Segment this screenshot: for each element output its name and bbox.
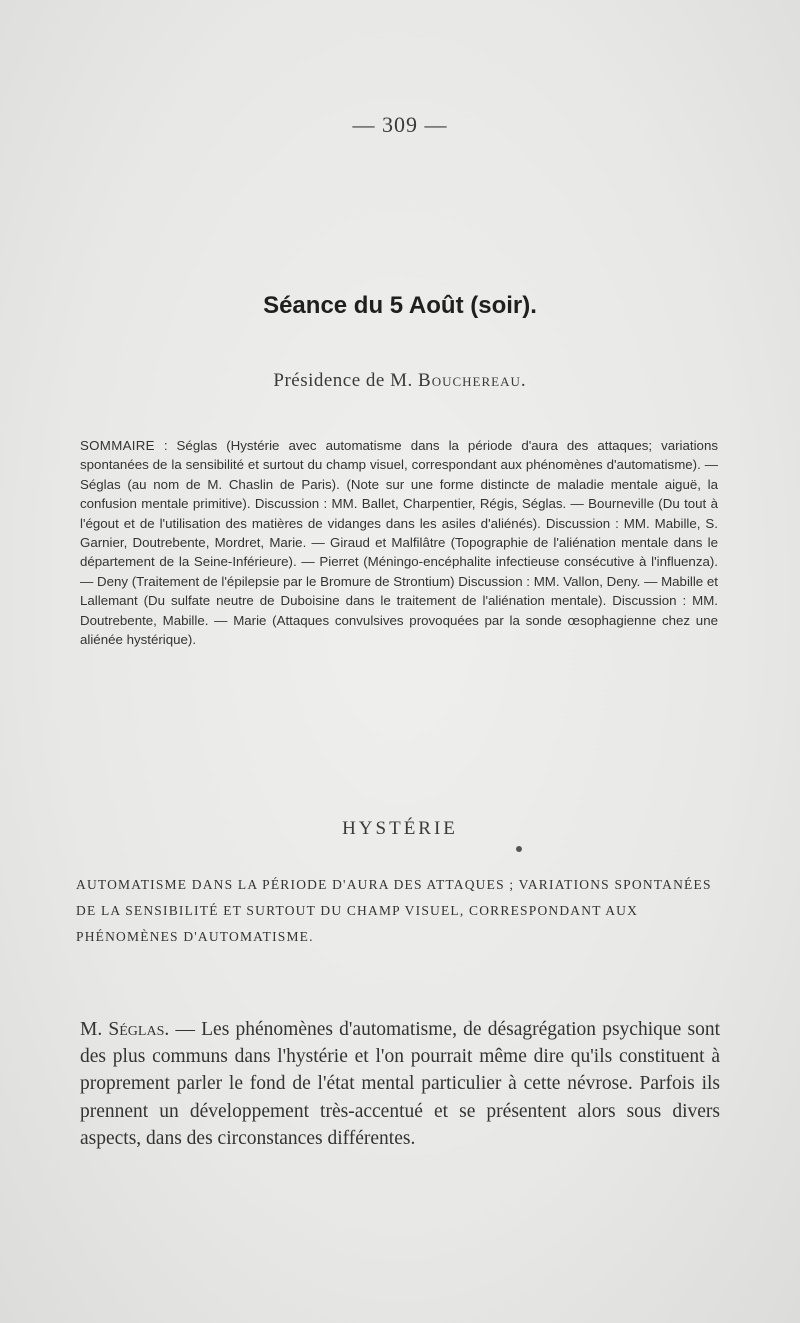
page-number: — 309 —: [352, 112, 448, 137]
summary-lead: SOMMAIRE: [80, 438, 155, 453]
section-heading: HYSTÉRIE: [342, 818, 458, 839]
presidency-line: [0, 370, 800, 392]
section-subtitle: AUTOMATISME DANS LA PÉRIODE D'AURA DES ATTAQUES ; VARIATIONS SPONTANÉES DE LA SENSIBILITÉ ET SURTOUT DU CHAMP VISUEL, CORRESPONDANT AUX PHÉNOMÈNES D'AUTOMATISME.: [76, 877, 712, 944]
ornament-dot-icon: [516, 846, 522, 852]
presidency-prefix: Présidence de M.: [273, 370, 419, 391]
body-paragraph: [80, 1016, 720, 1152]
summary-text: : Séglas (Hystérie avec automatisme dans la période d'aura des attaques; variations spontanées de la sensibilité et surtout du champ visuel, correspondant aux phénomènes d'automatisme). — Séglas (au nom de M. Chaslin de Paris). (Note sur une forme distincte de maladie mentale aiguë, la confusion mentale primitive). Discussion : MM. Ballet, Charpentier, Régis, Séglas. — Bourneville (Du tout à l'égout et de l'utilisation des matières de vidanges dans les asiles d'aliénés). Discussion : MM. Mabille, S. Garnier, Doutrebente, Mordret, Marie. — Giraud et Malfilâtre (Topographie de l'aliénation mentale dans le département de la Seine-Inférieure). — Pierret (Méningo-encéphalite infectieuse consécutive à l'influenza). — Deny (Traitement de l'épilepsie par le Bromure de Strontium) Discussion : MM. Vallon, Deny. — Mabille et Lallemant (Du sulfate neutre de Duboisine dans le traitement de l'aliénation mentale). Discussion : MM. Doutrebente, Mabille. — Marie (Attaques convulsives provoquées par la sonde œsophagienne chez une aliénée hystérique).: [80, 438, 718, 648]
body-paragraph-text: — Les phénomènes d'automatisme, de désagrégation psychique sont des plus communs dans l'hystérie et l'on pourrait même dire qu'ils constituent à proprement parler le fond de l'état mental particulier à cette névrose. Parfois ils prennent un développement très-accentué et se présentent alors sous divers aspects, dans des circonstances différentes.: [80, 1019, 720, 1149]
speaker-name: M. Séglas.: [80, 1019, 170, 1040]
session-summary: [80, 436, 718, 649]
president-name: Bouchereau.: [418, 370, 527, 391]
session-title: Séance du 5 Août (soir).: [263, 292, 537, 319]
